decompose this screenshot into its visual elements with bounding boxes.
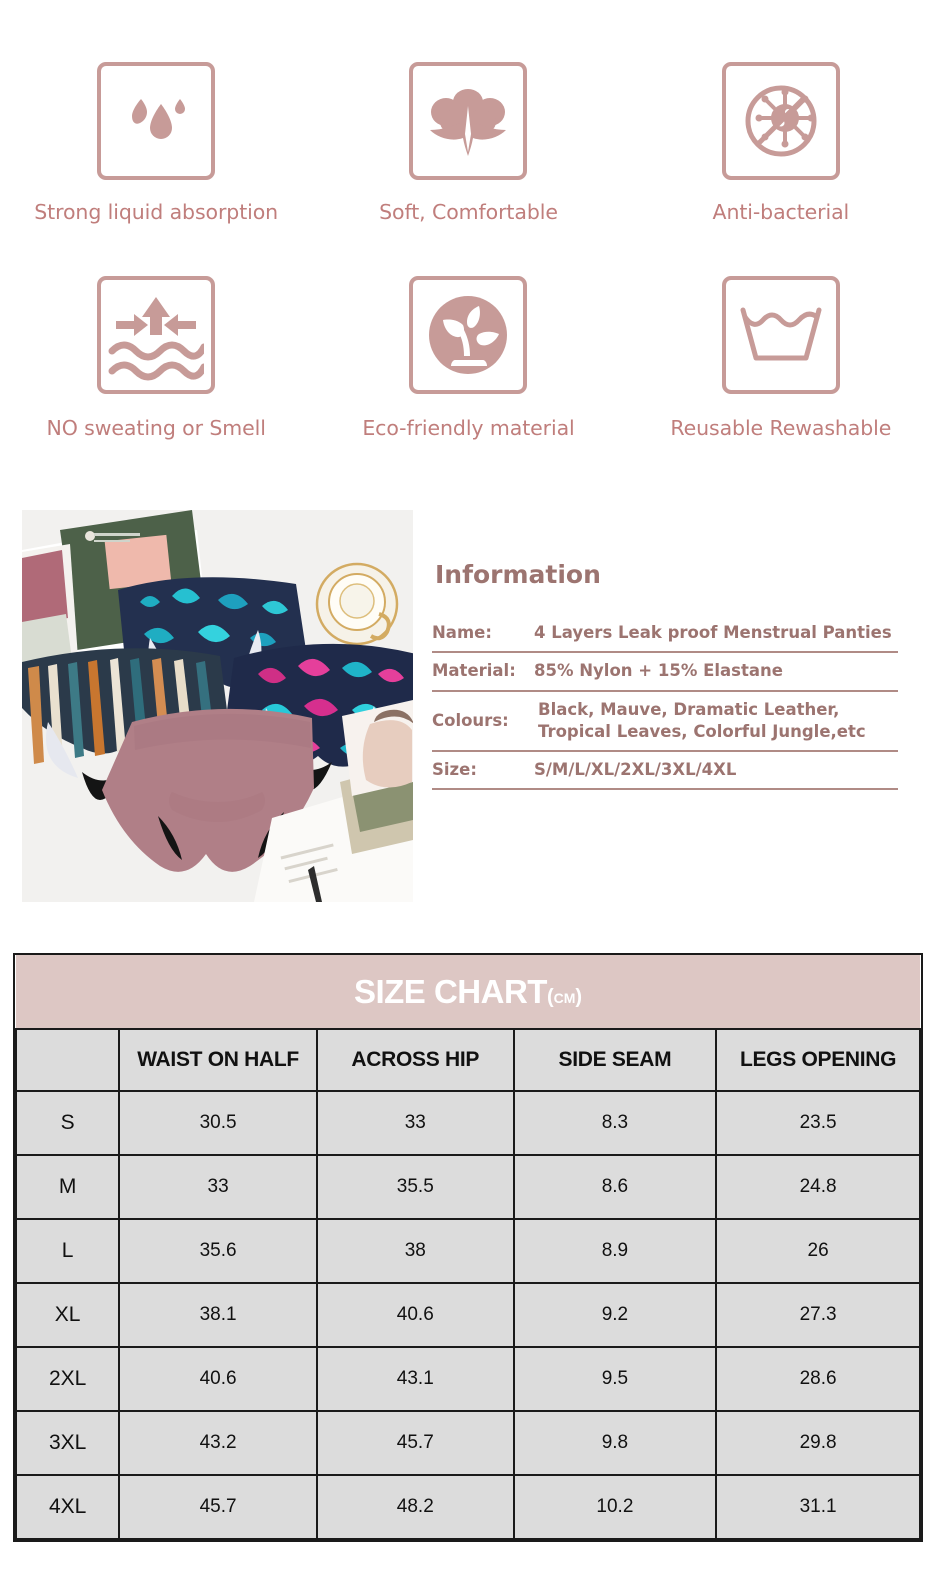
feature-item-no-sweat <box>0 276 312 440</box>
cell-across-hip: 38 <box>317 1219 514 1283</box>
cell-legs-opening: 29.8 <box>716 1411 920 1475</box>
table-row <box>16 1219 920 1283</box>
cell-waist-on-half: 33 <box>119 1155 317 1219</box>
cell-side-seam: 8.9 <box>514 1219 716 1283</box>
info-key: Colours: <box>432 710 509 730</box>
cell-legs-opening: 31.1 <box>716 1475 920 1539</box>
info-value: S/M/L/XL/2XL/3XL/4XL <box>534 760 737 780</box>
size-chart-title: SIZE CHART <box>353 972 547 1010</box>
header-legs-opening: LEGS OPENING <box>716 1029 920 1091</box>
cell-across-hip: 45.7 <box>317 1411 514 1475</box>
cell-waist-on-half: 30.5 <box>119 1091 317 1155</box>
product-photo <box>22 510 413 902</box>
cell-across-hip: 40.6 <box>317 1283 514 1347</box>
cell-across-hip: 48.2 <box>317 1475 514 1539</box>
row-size-label: M <box>16 1155 119 1219</box>
header-waist-on-half: WAIST ON HALF <box>119 1029 317 1091</box>
header-corner <box>16 1029 119 1091</box>
size-chart <box>13 953 923 1542</box>
cell-side-seam: 9.8 <box>514 1411 716 1475</box>
cell-side-seam: 8.3 <box>514 1091 716 1155</box>
feature-label: Eco-friendly material <box>362 416 575 440</box>
feature-label: NO sweating or Smell <box>46 416 266 440</box>
breathable-arrows-waves-icon <box>97 276 215 394</box>
cell-legs-opening: 24.8 <box>716 1155 920 1219</box>
size-chart-header-row <box>16 1029 920 1091</box>
row-size-label: 3XL <box>16 1411 119 1475</box>
row-size-label: L <box>16 1219 119 1283</box>
sprout-circle-icon <box>409 276 527 394</box>
feature-item-antibacterial <box>625 62 937 224</box>
feature-label: Soft, Comfortable <box>379 200 558 224</box>
row-size-label: S <box>16 1091 119 1155</box>
table-row <box>16 1347 920 1411</box>
header-across-hip: ACROSS HIP <box>317 1029 514 1091</box>
info-row-name <box>432 615 898 653</box>
information-title: Information <box>435 560 601 589</box>
size-chart-banner-row <box>16 955 920 1029</box>
size-chart-unit: (cm) <box>546 985 583 1008</box>
cell-waist-on-half: 38.1 <box>119 1283 317 1347</box>
cell-waist-on-half: 35.6 <box>119 1219 317 1283</box>
water-drops-icon <box>97 62 215 180</box>
row-size-label: XL <box>16 1283 119 1347</box>
feature-item-soft <box>312 62 624 224</box>
info-key: Name: <box>432 623 492 642</box>
information-panel <box>432 560 898 790</box>
feature-grid <box>0 62 937 440</box>
info-key: Size: <box>432 760 477 780</box>
info-value: 4 Layers Leak proof Menstrual Panties <box>534 623 892 642</box>
row-size-label: 4XL <box>16 1475 119 1539</box>
info-key: Material: <box>432 661 516 681</box>
cell-across-hip: 35.5 <box>317 1155 514 1219</box>
cell-legs-opening: 23.5 <box>716 1091 920 1155</box>
size-chart-banner <box>16 955 920 1029</box>
cell-waist-on-half: 45.7 <box>119 1475 317 1539</box>
cell-legs-opening: 26 <box>716 1219 920 1283</box>
table-row <box>16 1155 920 1219</box>
cell-legs-opening: 27.3 <box>716 1283 920 1347</box>
info-value: Black, Mauve, Dramatic Leather, Tropical Leaves, Colorful Jungle,etc <box>538 699 866 741</box>
info-value: 85% Nylon + 15% Elastane <box>534 661 783 681</box>
feature-label: Reusable Rewashable <box>670 416 892 440</box>
cell-across-hip: 33 <box>317 1091 514 1155</box>
cell-waist-on-half: 40.6 <box>119 1347 317 1411</box>
no-bacteria-icon <box>722 62 840 180</box>
cell-side-seam: 9.5 <box>514 1347 716 1411</box>
cell-side-seam: 8.6 <box>514 1155 716 1219</box>
table-row <box>16 1411 920 1475</box>
feature-label: Anti-bacterial <box>712 200 850 224</box>
wash-basin-icon <box>722 276 840 394</box>
header-side-seam: SIDE SEAM <box>514 1029 716 1091</box>
table-row <box>16 1091 920 1155</box>
feature-item-absorption <box>0 62 312 224</box>
table-row <box>16 1475 920 1539</box>
cotton-flower-icon <box>409 62 527 180</box>
cell-across-hip: 43.1 <box>317 1347 514 1411</box>
feature-item-eco <box>312 276 624 440</box>
row-size-label: 2XL <box>16 1347 119 1411</box>
info-row-colours <box>432 692 898 753</box>
info-row-size <box>432 752 898 790</box>
table-row <box>16 1283 920 1347</box>
info-row-material <box>432 653 898 691</box>
cell-side-seam: 10.2 <box>514 1475 716 1539</box>
feature-label: Strong liquid absorption <box>34 200 279 224</box>
cell-waist-on-half: 43.2 <box>119 1411 317 1475</box>
feature-item-reusable <box>625 276 937 440</box>
cell-side-seam: 9.2 <box>514 1283 716 1347</box>
cell-legs-opening: 28.6 <box>716 1347 920 1411</box>
